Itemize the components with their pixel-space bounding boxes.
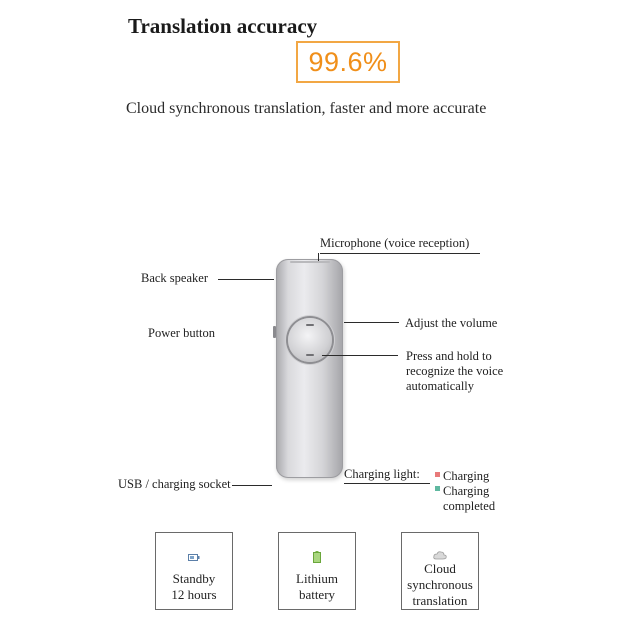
callout-line-usb — [232, 485, 272, 486]
lithium-battery-icon — [313, 551, 321, 563]
subtitle: Cloud synchronous translation, faster and more accurate — [126, 100, 487, 117]
translator-device — [276, 259, 343, 478]
legend-charging-completed: Charging completed — [443, 484, 496, 513]
callout-line-charging — [344, 483, 430, 484]
feature-cloud: Cloud synchronous translation — [401, 532, 479, 610]
callout-line-microphone — [320, 253, 480, 254]
callout-line-press-hold — [322, 355, 398, 356]
accuracy-value: 99.6% — [308, 46, 388, 77]
callout-line-volume — [344, 322, 399, 323]
callout-back-speaker: Back speaker — [141, 271, 208, 285]
callout-charging-light: Charging light: — [344, 467, 420, 481]
accuracy-badge — [296, 41, 400, 83]
microphone-slot — [290, 261, 330, 263]
callout-line-microphone-drop — [318, 253, 319, 261]
callout-microphone: Microphone (voice reception) — [320, 236, 470, 250]
volume-up-mark — [306, 324, 314, 326]
page-title: Translation accuracy — [128, 14, 318, 38]
callout-power-button: Power button — [148, 326, 216, 340]
charging-red-dot — [435, 472, 440, 477]
callout-usb-socket: USB / charging socket — [118, 477, 231, 491]
callout-line-back-speaker — [218, 279, 274, 280]
feature-standby: Standby 12 hours — [155, 532, 233, 610]
callout-adjust-volume: Adjust the volume — [405, 316, 498, 330]
legend-charging: Charging — [443, 469, 490, 483]
callout-press-hold: Press and hold to recognize the voice automatically — [406, 349, 504, 393]
charging-green-dot — [435, 486, 440, 491]
volume-down-mark — [306, 354, 314, 356]
power-key — [273, 326, 276, 338]
feature-lithium: Lithium battery — [278, 532, 356, 610]
cloud-icon — [433, 549, 447, 561]
battery-icon — [188, 551, 200, 563]
